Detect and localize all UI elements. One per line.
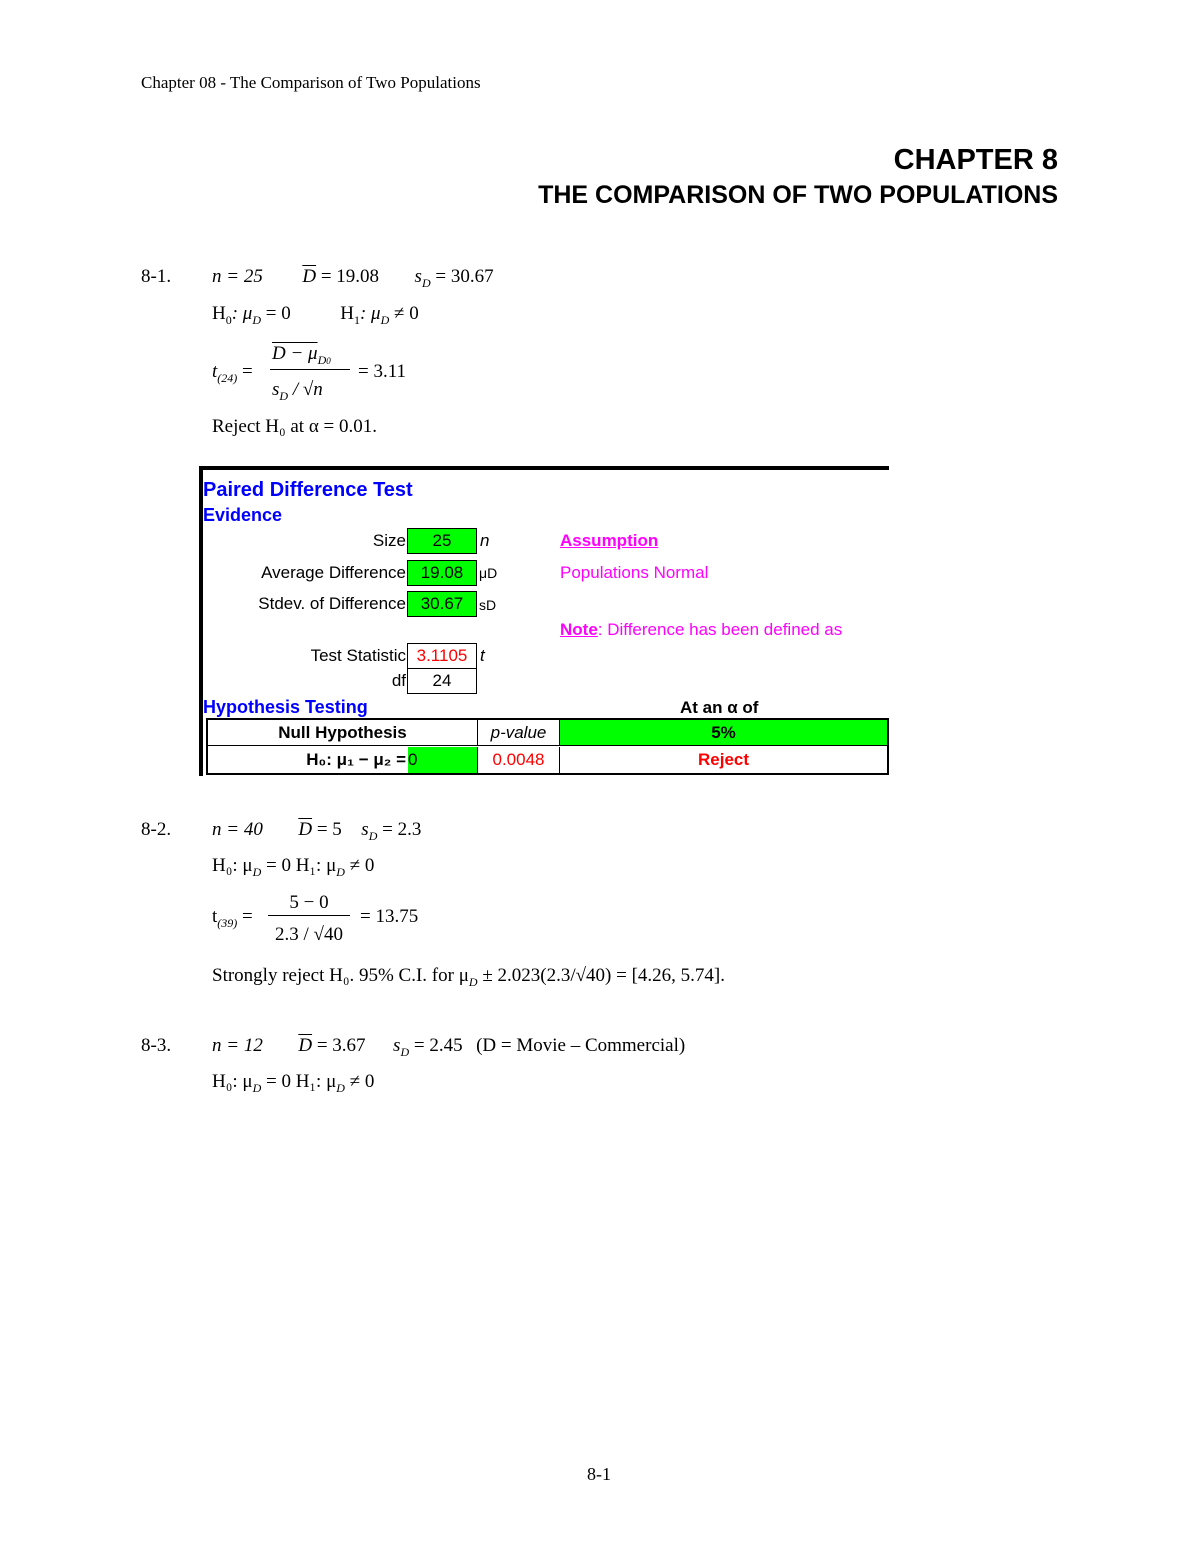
problem-number: 8-1. <box>141 266 172 287</box>
problem-number: 8-2. <box>141 819 172 840</box>
col-null-hypothesis: Null Hypothesis <box>208 720 478 746</box>
mean-difference-value: = 5 <box>316 819 342 840</box>
problem-number: 8-3. <box>141 1035 172 1056</box>
h1-subscript: 1 <box>353 312 360 327</box>
h1-mu: : μ <box>359 303 381 324</box>
sd-symbol: s <box>393 1035 401 1056</box>
row-null-value[interactable]: 0 <box>408 747 478 773</box>
fraction-line <box>268 915 350 916</box>
sd-subscript: D <box>400 1044 410 1059</box>
row-null-hypothesis: H₀: μ₁ − μ₂ = <box>306 750 406 769</box>
t-value: = 13.75 <box>360 906 419 927</box>
mean-difference-symbol: $\overline{D}$ <box>302 266 317 287</box>
df-cell[interactable]: 24 <box>407 668 477 694</box>
mean-difference-value: = 3.67 <box>316 1035 366 1056</box>
assumption-text: Populations Normal <box>560 563 709 582</box>
sd-value: = 2.3 <box>382 819 422 840</box>
h1-sub: D <box>336 864 345 879</box>
denominator-sub: D <box>279 388 289 403</box>
h0-sub: D <box>252 1080 262 1095</box>
t-symbol: t <box>212 361 218 382</box>
t-label <box>212 361 253 386</box>
h0-label: H <box>212 303 226 324</box>
formula-numerator <box>272 343 331 368</box>
t-value: = 3.11 <box>358 361 407 382</box>
h0-mu-subscript: D <box>252 312 262 327</box>
size-label: Size <box>372 531 406 550</box>
h0-part: H₀: μ <box>212 855 253 876</box>
sheet-title: Paired Difference Test <box>203 479 413 501</box>
formula-denominator: 2.3 / √40 <box>275 924 343 945</box>
sample-size: n = 40 <box>212 819 263 840</box>
hypotheses <box>212 1071 374 1096</box>
row-p-value: 0.0048 <box>478 747 560 773</box>
chapter-title: THE COMPARISON OF TWO POPULATIONS <box>538 181 1058 209</box>
note-label: Note <box>560 620 598 639</box>
hypotheses <box>212 855 374 880</box>
sd-subscript: D <box>368 828 378 843</box>
difference-definition: (D = Movie – Commercial) <box>476 1035 686 1056</box>
avg-diff-label: Average Difference <box>261 563 406 582</box>
problem-given <box>212 266 494 291</box>
frame-top <box>199 466 889 470</box>
t-symbol: t <box>212 906 218 927</box>
note-text <box>560 620 842 640</box>
conclusion: Reject H₀ at α = 0.01. <box>212 416 378 437</box>
evidence-heading: Evidence <box>203 505 283 525</box>
numerator-sub2: 0 <box>326 355 331 366</box>
numerator-expr: D − μ <box>272 343 318 364</box>
col-p-value <box>478 720 560 746</box>
h0-sub: D <box>252 864 262 879</box>
h1-mu-subscript: D <box>380 312 390 327</box>
conclusion-start: Strongly reject H₀. 95% C.I. for μ <box>212 965 469 986</box>
mean-difference-value: = 19.08 <box>320 266 380 287</box>
h-mid: = 0 H₁: μ <box>261 855 337 876</box>
h0-subscript: 0 <box>225 312 232 327</box>
sd-symbol: s <box>414 266 422 287</box>
denominator-rest: / √n <box>288 379 323 400</box>
col-p-value-label: p-value <box>490 723 547 742</box>
row-result: Reject <box>697 750 750 769</box>
h1-sub: D <box>336 1080 345 1095</box>
sd-symbol: s <box>361 819 369 840</box>
col-alpha[interactable]: 5% <box>560 720 887 746</box>
test-statistic-symbol: t <box>480 646 485 665</box>
mean-difference-symbol: $\overline{D}$ <box>298 1035 313 1056</box>
h0-part: H₀: μ <box>212 1071 253 1092</box>
size-cell[interactable]: 25 <box>407 528 477 554</box>
t-label <box>212 906 253 931</box>
h1-end: ≠ 0 <box>344 1071 375 1092</box>
conclusion-sub: D <box>468 974 478 989</box>
sd-value: = 2.45 <box>413 1035 463 1056</box>
equals: = <box>242 906 253 927</box>
formula-numerator: 5 − 0 <box>289 892 329 913</box>
test-statistic-cell[interactable]: 3.1105 <box>407 643 477 669</box>
avg-diff-cell[interactable]: 19.08 <box>407 560 477 586</box>
h0-mu: : μ <box>231 303 253 324</box>
h0-value: = 0 <box>261 303 291 324</box>
h-mid: = 0 H₁: μ <box>261 1071 337 1092</box>
conclusion <box>212 965 725 990</box>
note-body: : Difference has been defined as <box>597 620 843 639</box>
mean-difference-symbol: $\overline{D}$ <box>298 819 313 840</box>
size-symbol: n <box>480 531 490 550</box>
avg-diff-symbol: μD <box>479 565 498 581</box>
stdev-diff-label: Stdev. of Difference <box>258 594 406 613</box>
formula-denominator <box>272 379 323 404</box>
stdev-diff-cell[interactable]: 30.67 <box>407 591 477 617</box>
h1-value: ≠ 0 <box>389 303 419 324</box>
sd-subscript: D <box>421 275 431 290</box>
alpha-heading: At an α of <box>680 698 759 717</box>
problem-given <box>212 1035 685 1060</box>
problem-given <box>212 819 421 844</box>
hypothesis-testing-heading: Hypothesis Testing <box>203 697 368 717</box>
running-header: Chapter 08 - The Comparison of Two Populations <box>141 73 481 92</box>
chapter-number: CHAPTER 8 <box>893 144 1058 176</box>
t-df: (39) <box>217 915 238 930</box>
stdev-diff-symbol: sD <box>479 597 497 613</box>
conclusion-end: ± 2.023(2.3/√40) = [4.26, 5.74]. <box>477 965 725 986</box>
df-label: df <box>391 671 406 690</box>
hypotheses <box>212 303 419 328</box>
fraction-line <box>270 369 350 370</box>
sample-size: n = 25 <box>212 266 263 287</box>
sample-size: n = 12 <box>212 1035 263 1056</box>
h1-label: H <box>340 303 354 324</box>
assumption-heading: Assumption <box>560 531 659 550</box>
h1-end: ≠ 0 <box>344 855 375 876</box>
equals: = <box>242 361 253 382</box>
t-df: (24) <box>217 370 238 385</box>
sd-value: = 30.67 <box>435 266 494 287</box>
numerator-sub: D <box>317 352 327 367</box>
denominator-s: s <box>272 379 280 400</box>
test-statistic-label: Test Statistic <box>310 646 406 665</box>
page-number: 8-1 <box>587 1464 611 1484</box>
